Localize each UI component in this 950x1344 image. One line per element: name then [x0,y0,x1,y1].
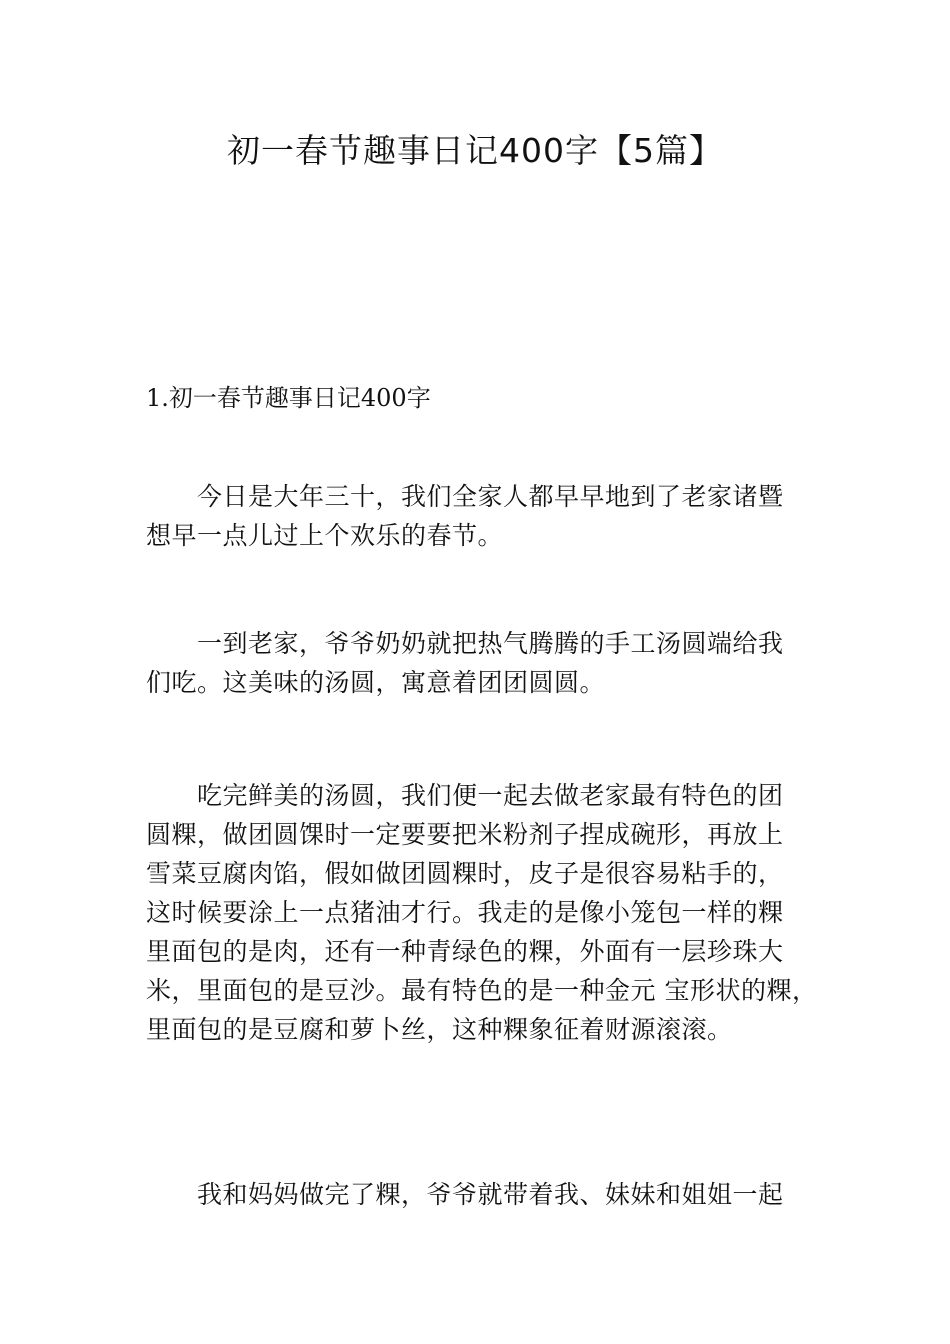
paragraph-line: 今日是大年三十，我们全家人都早早地到了老家诸暨 [197,482,784,511]
paragraph-line: 我和妈妈做完了粿，爷爷就带着我、妹妹和姐姐一起 [197,1180,784,1209]
paragraph [146,776,826,1049]
paragraph-line: 吃完鲜美的汤圆，我们便一起去做老家最有特色的团 [197,781,784,810]
section-heading: 1.初一春节趣事日记400字 [146,384,431,412]
paragraph-line: 米，里面包的是豆沙。最有特色的是一种金元 宝形状的粿， [146,976,818,1005]
paragraph-line: 想早一点儿过上个欢乐的春节。 [146,521,504,550]
paragraph [146,477,826,555]
paragraph [146,1175,826,1214]
paragraph-line: 里面包的是豆腐和萝卜丝，这种粿象征着财源滚滚。 [146,1015,733,1044]
document-title: 初一春节趣事日记400字【5篇】 [227,131,723,170]
paragraph-line: 们吃。这美味的汤圆，寓意着团团圆圆。 [146,668,606,697]
paragraph-line: 一到老家，爷爷奶奶就把热气腾腾的手工汤圆端给我 [197,629,784,658]
paragraph-line: 这时候要涂上一点猪油才行。我走的是像小笼包一样的粿 [146,898,784,927]
paragraph-line: 雪菜豆腐肉馅，假如做团圆粿时，皮子是很容易粘手的， [146,859,784,888]
paragraph [146,624,826,702]
paragraph-line: 圆粿，做团圆馃时一定要要把米粉剂子捏成碗形，再放上 [146,820,784,849]
paragraph-line: 里面包的是肉，还有一种青绿色的粿，外面有一层珍珠大 [146,937,784,966]
